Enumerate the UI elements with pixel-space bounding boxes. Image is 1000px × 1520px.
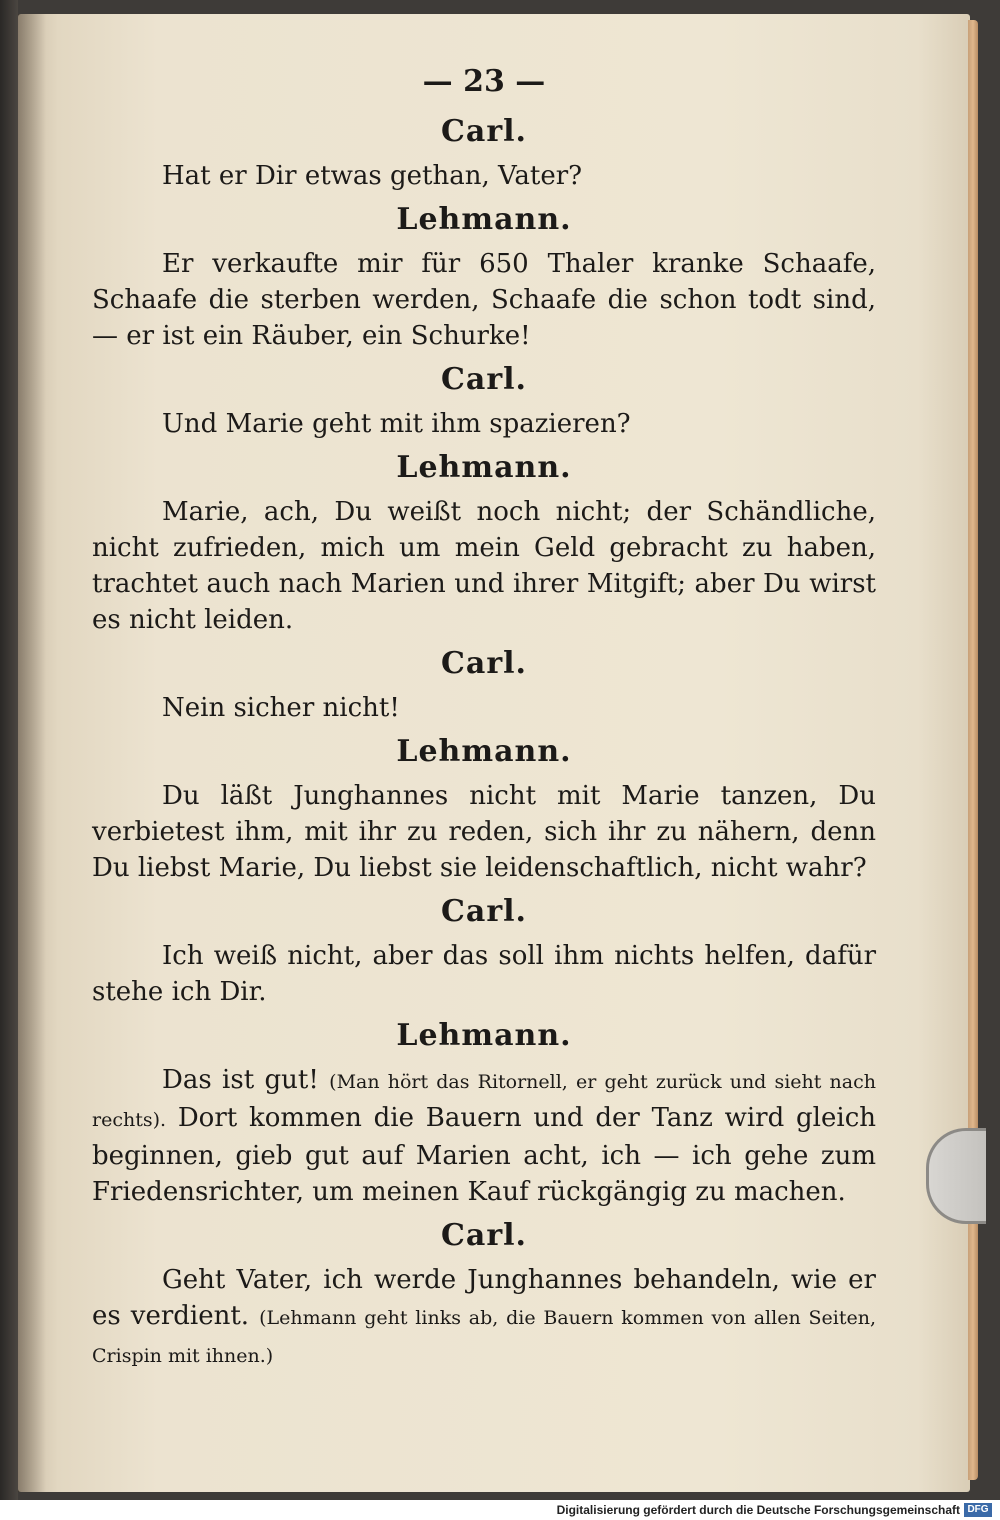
dialogue-paragraph: Ich weiß nicht, aber das soll ihm nichts helfen, dafür stehe ich Dir. — [92, 941, 876, 1007]
dialogue-paragraph: Du läßt Junghannes nicht mit Marie tanzen, Du verbietest ihm, mit ihr zu reden, sich ihr zu nähern, denn Du liebst Marie, Du liebst sie leidenschaftlich, nicht wahr? — [92, 781, 876, 883]
speaker-heading: Lehmann. — [396, 202, 572, 237]
speaker-heading: Carl. — [441, 1218, 527, 1253]
scanner-clip — [926, 1128, 986, 1224]
page-gutter-shadow — [18, 14, 46, 1492]
dialogue-text: Geht Vater, ich werde Junghannes behandeln, wie er es verdient. — [92, 1265, 876, 1331]
dialogue-paragraph: Er verkaufte mir für 650 Thaler kranke Schaafe, Schaafe die sterben werden, Schaafe die schon todt sind, — er ist ein Räuber, ein Schurke! — [92, 249, 876, 351]
page-text — [92, 58, 876, 1374]
stage-direction: (Man hört das Ritornell, er geht zurück und sieht nach rechts). — [92, 1071, 876, 1131]
dialogue-paragraph: Hat er Dir etwas gethan, Vater? — [162, 161, 583, 191]
speaker-heading: Lehmann. — [396, 450, 572, 485]
page-number: — 23 — — [422, 64, 546, 99]
dialogue-text: Das ist gut! — [162, 1065, 319, 1095]
book-cover-strip — [0, 0, 18, 1500]
dfg-logo: DFG — [964, 1503, 992, 1517]
dialogue-paragraph: Marie, ach, Du weißt noch nicht; der Schändliche, nicht zufrieden, mich um mein Geld gebracht zu haben, trachtet auch nach Marien und ihrer Mitgift; aber Du wirst es nicht leiden. — [92, 497, 876, 635]
dialogue-paragraph — [92, 1262, 876, 1374]
digitization-credit: Digitalisierung gefördert durch die Deutsche Forschungsgemeinschaft — [556, 1503, 960, 1517]
dialogue-paragraph: Nein sicher nicht! — [162, 693, 400, 723]
speaker-heading: Carl. — [441, 646, 527, 681]
speaker-heading: Carl. — [441, 362, 527, 397]
footer-bar — [0, 1500, 1000, 1520]
speaker-heading: Lehmann. — [396, 734, 572, 769]
speaker-heading: Lehmann. — [396, 1018, 572, 1053]
dialogue-text: Dort kommen die Bauern und der Tanz wird gleich beginnen, gieb gut auf Marien acht, ich — ich gehe zum Friedensrichter, um meinen Kauf rückgängig zu machen. — [92, 1103, 876, 1207]
dialogue-paragraph — [92, 1062, 876, 1210]
speaker-heading: Carl. — [441, 894, 527, 929]
stage-direction: (Lehmann geht links ab, die Bauern kommen von allen Seiten, Crispin mit ihnen.) — [92, 1307, 876, 1367]
page-edge — [968, 20, 978, 1480]
dialogue-paragraph: Und Marie geht mit ihm spazieren? — [162, 409, 631, 439]
speaker-heading: Carl. — [441, 114, 527, 149]
